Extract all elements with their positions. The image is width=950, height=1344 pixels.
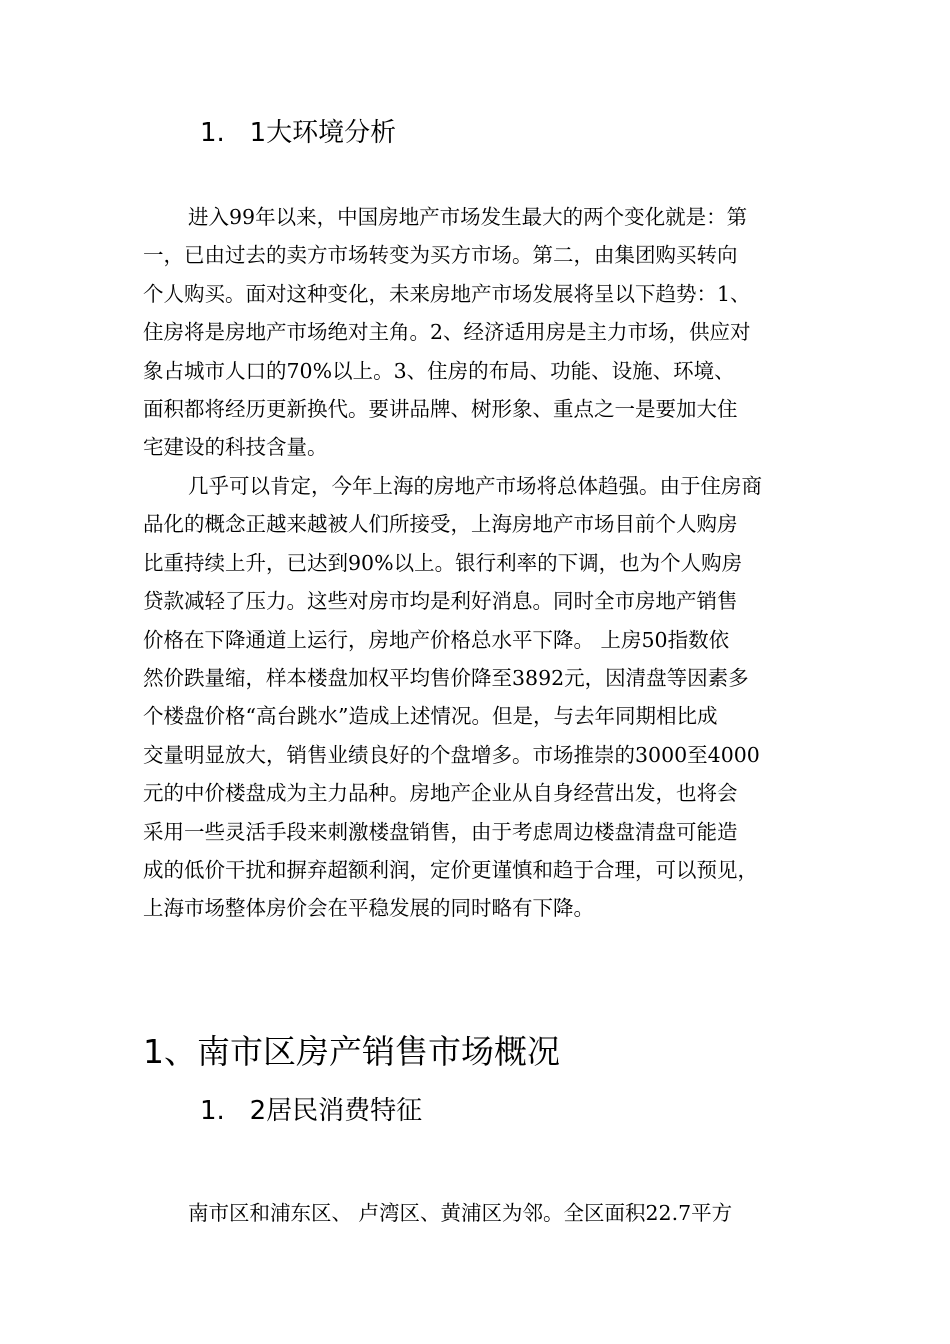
text-line: 个楼盘价格“高台跳水”造成上述情况。但是，与去年同期相比成 <box>143 704 718 729</box>
text-line: 上海市场整体房价会在平稳发展的同时略有下降。 <box>143 896 594 921</box>
text-line: 一，已由过去的卖方市场转变为买方市场。第二，由集团购买转向 <box>143 243 738 268</box>
text-line: 个人购买。面对这种变化，未来房地产市场发展将呈以下趋势：1、 <box>143 281 751 306</box>
text-line: 面积都将经历更新换代。要讲品牌、树形象、重点之一是要加大住 <box>143 397 738 422</box>
text-line: 元的中价楼盘成为主力品种。房地产企业从自身经营出发，也将会 <box>143 781 738 806</box>
text-line: 南市区和浦东区、 卢湾区、黄浦区为邻。全区面积22.7平方 <box>188 1201 733 1225</box>
text-line: 交量明显放大，销售业绩良好的个盘增多。市场推崇的3000至4000 <box>143 742 760 767</box>
paragraph-market-trends <box>143 198 823 467</box>
text-line: 象占城市人口的70%以上。3、住房的布局、功能、设施、环境、 <box>143 358 735 383</box>
paragraph-shanghai-market <box>143 467 823 928</box>
text-line: 几乎可以肯定，今年上海的房地产市场将总体趋强。由于住房商 <box>188 474 762 498</box>
text-line: 价格在下降通道上运行，房地产价格总水平下降。 上房50指数依 <box>143 627 730 652</box>
text-line: 住房将是房地产市场绝对主角。2、经济适用房是主力市场，供应对 <box>143 320 751 345</box>
paragraph-nanshi-district <box>143 1194 823 1232</box>
section-heading-1-2: 1. 2居民消费特征 <box>200 1096 423 1126</box>
section-heading-1: 1、南市区房产销售市场概况 <box>143 1032 560 1071</box>
section-heading-1-1: 1. 1大环境分析 <box>200 118 397 148</box>
text-line: 然价跌量缩，样本楼盘加权平均售价降至3892元，因清盘等因素多 <box>143 666 749 691</box>
text-line: 比重持续上升，已达到90%以上。银行利率的下调，也为个人购房 <box>143 550 743 575</box>
text-line: 贷款减轻了压力。这些对房市均是利好消息。同时全市房地产销售 <box>143 589 738 614</box>
text-line: 采用一些灵活手段来刺激楼盘销售，由于考虑周边楼盘清盘可能造 <box>143 819 738 844</box>
text-line: 宅建设的科技含量。 <box>143 435 328 460</box>
text-line: 进入99年以来，中国房地产市场发生最大的两个变化就是：第 <box>188 205 748 229</box>
text-line: 品化的概念正越来越被人们所接受，上海房地产市场目前个人购房 <box>143 512 738 537</box>
text-line: 成的低价干扰和摒弃超额利润，定价更谨慎和趋于合理，可以预见， <box>143 858 758 883</box>
